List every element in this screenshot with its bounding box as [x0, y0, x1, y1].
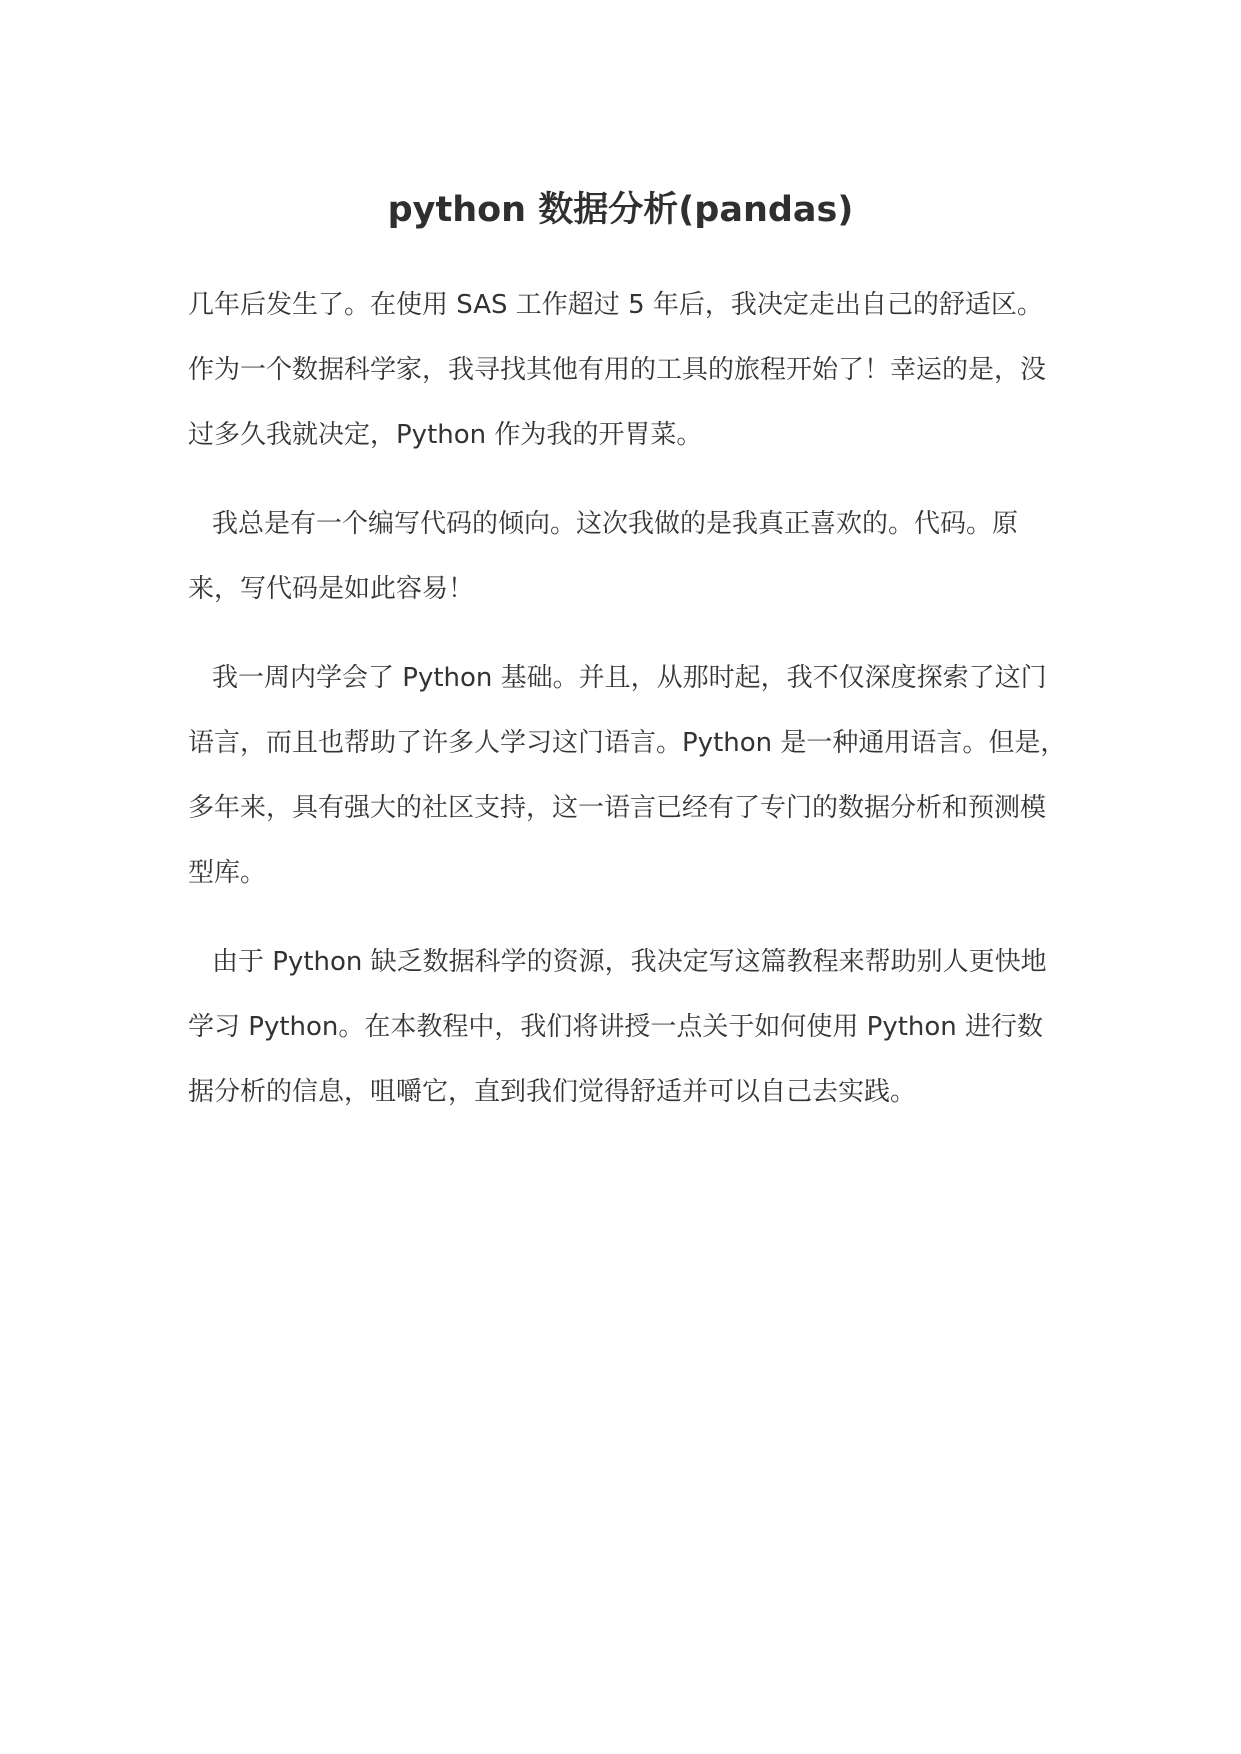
paragraph-2: 我总是有一个编写代码的倾向。这次我做的是我真正喜欢的。代码。原来，写代码是如此容易！ — [188, 509, 1019, 604]
paragraph-3: 我一周内学会了 Python 基础。并且，从那时起，我不仅深度探索了这门语言，而且也帮助了许多人学习这门语言。Python 是一种通用语言。但是，多年来，具有强大的社区支持，这一语言已经有了专门的数据分析和预测模型库。 — [188, 663, 1067, 888]
paragraph-1: 几年后发生了。在使用 SAS 工作超过 5 年后，我决定走出自己的舒适区。作为一个数据科学家，我寻找其他有用的工具的旅程开始了！幸运的是，没过多久我就决定，Python 作为我的开胃菜。 — [188, 290, 1047, 450]
paragraph-4: 由于 Python 缺乏数据科学的资源，我决定写这篇教程来帮助别人更快地学习 Python。在本教程中，我们将讲授一点关于如何使用 Python 进行数据分析的信息，咀嚼它，直到我们觉得舒适并可以自己去实践。 — [188, 947, 1047, 1107]
document-body — [188, 273, 1068, 1149]
document-title: python 数据分析(pandas) — [387, 190, 854, 230]
